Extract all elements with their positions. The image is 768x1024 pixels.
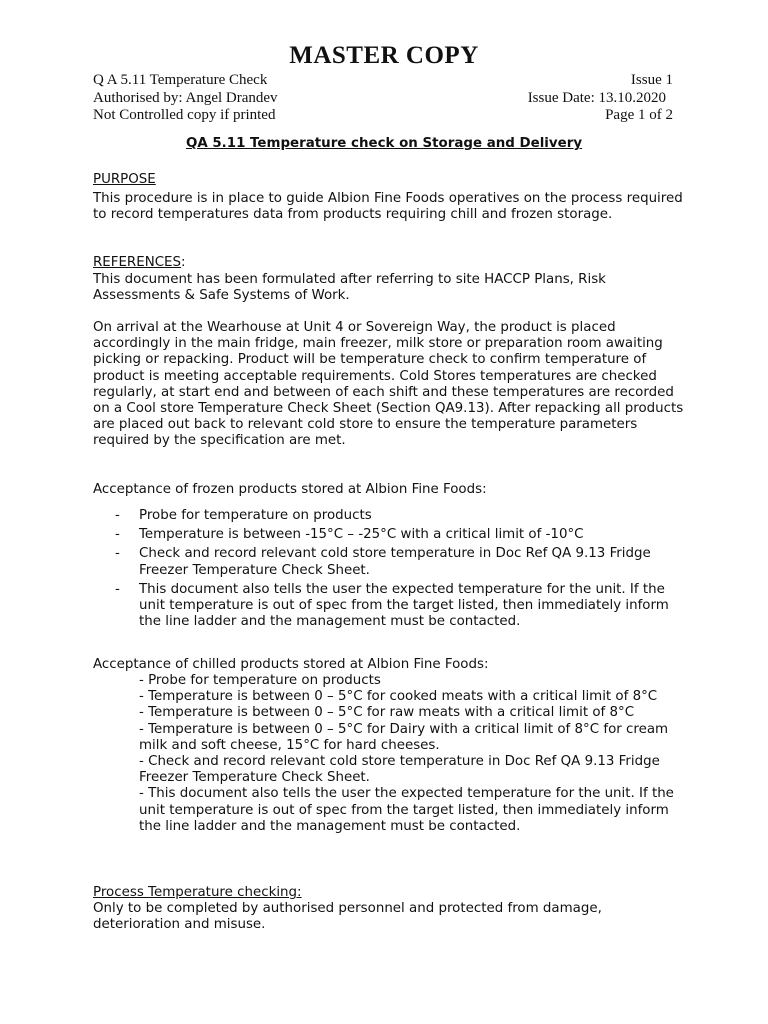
header-row-1: [93, 71, 673, 89]
list-item: - Temperature is between -15°C – -25°C with a critical limit of -10°C: [93, 527, 693, 543]
list-item: - Check and record relevant cold store temperature in Doc Ref QA 9.13 Fridge Freezer Temperature Check Sheet.: [139, 754, 660, 786]
frozen-list: [93, 508, 693, 633]
doc-ref: Q A 5.11 Temperature Check: [93, 72, 268, 88]
page-number: Page 1 of 2: [605, 107, 673, 123]
header-row-2: [93, 89, 673, 107]
list-item: - Temperature is between 0 – 5°C for cooked meats with a critical limit of 8°C: [139, 689, 658, 705]
frozen-intro: Acceptance of frozen products stored at Albion Fine Foods:: [93, 482, 487, 497]
list-item: - Probe for temperature on products: [93, 508, 693, 524]
list-item: - Check and record relevant cold store temperature in Doc Ref QA 9.13 Fridge Freezer Temperature Check Sheet.: [93, 546, 693, 578]
purpose-text: This procedure is in place to guide Albion Fine Foods operatives on the process required to record temperatures data from products requiring chill and frozen storage.: [93, 191, 683, 223]
chilled-list: [139, 673, 694, 835]
header-row-3: [93, 106, 673, 124]
list-item: - Probe for temperature on products: [139, 673, 381, 688]
purpose-heading: PURPOSE: [93, 172, 156, 187]
list-item: - Temperature is between 0 – 5°C for raw meats with a critical limit of 8°C: [139, 705, 635, 721]
master-copy-heading: MASTER COPY: [289, 42, 479, 69]
chilled-intro: Acceptance of chilled products stored at Albion Fine Foods:: [93, 657, 489, 672]
references-heading: REFERENCES:: [93, 255, 186, 270]
list-item: - This document also tells the user the expected temperature for the unit. If the unit temperature is out of spec from the target listed, then immediately inform the line ladder and the management must be contacted.: [93, 582, 693, 631]
process-text: Only to be completed by authorised personnel and protected from damage, deterioration and misuse.: [93, 901, 602, 933]
document-title: QA 5.11 Temperature check on Storage and Delivery: [185, 136, 583, 151]
authorised-by: Authorised by: Angel Drandev: [93, 90, 278, 106]
list-item: - This document also tells the user the expected temperature for the unit. If the unit temperature is out of spec from the target listed, then immediately inform the line ladder and the management must be contacted.: [139, 786, 674, 834]
issue-date: Issue Date: 13.10.2020: [527, 90, 666, 106]
references-text: This document has been formulated after referring to site HACCP Plans, Risk Assessments & Safe Systems of Work.: [93, 272, 606, 304]
issue-number: Issue 1: [630, 72, 673, 88]
control-notice: Not Controlled copy if printed: [93, 107, 276, 123]
list-item: - Temperature is between 0 – 5°C for Dairy with a critical limit of 8°C for cream milk and soft cheese, 15°C for hard cheeses.: [139, 721, 669, 753]
arrival-paragraph: On arrival at the Wearhouse at Unit 4 or Sovereign Way, the product is placed accordingly in the main fridge, main freezer, milk store or preparation room awaiting picking or repacking. Product will be temperature check to confirm temperature of product is meeting acceptable requirements. Cold Stores temperatures are checked regularly, at start end and between of each shift and these temperatures are recorded on a Cool store Temperature Check Sheet (Section QA9.13). After repacking all products are placed out back to relevant cold store to ensure the temperature parameters required by the specification are met.: [93, 320, 684, 449]
process-heading: Process Temperature checking:: [93, 885, 302, 900]
